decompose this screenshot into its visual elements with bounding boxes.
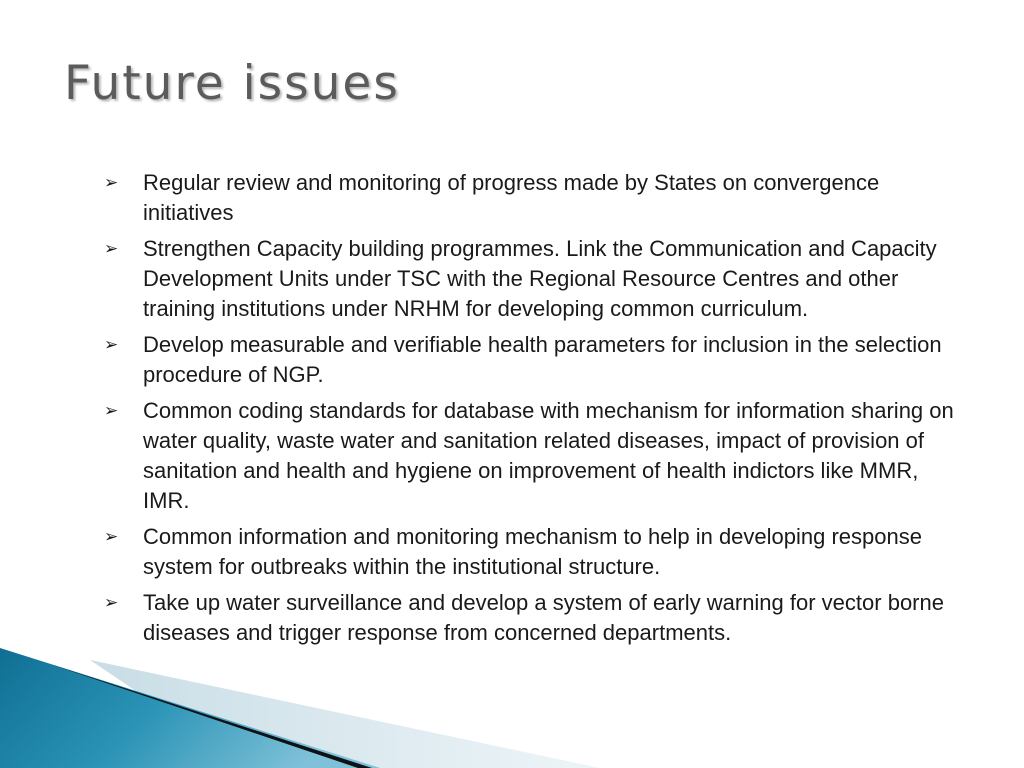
bullet-text: Strengthen Capacity building programmes. Link the Communication and Capacity Development Units under TSC with the Regional Resource Centres and other training institutions under NRHM for developing common curriculum. xyxy=(143,236,937,321)
bullet-item xyxy=(104,168,956,228)
bullet-list xyxy=(104,168,956,654)
bullet-text: Develop measurable and verifiable health parameters for inclusion in the selection procedure of NGP. xyxy=(143,332,942,387)
swoosh-dark-line xyxy=(50,664,372,768)
arrow-bullet-icon: ➢ xyxy=(104,335,119,355)
swoosh-light-band xyxy=(90,660,600,768)
bullet-item xyxy=(104,522,956,582)
arrow-bullet-icon: ➢ xyxy=(104,593,119,613)
slide-title: Future issues xyxy=(64,56,400,111)
bullet-text: Common coding standards for database with mechanism for information sharing on water quality, waste water and sanitation related diseases, impact of provision of sanitation and health and hygiene on improvement of health indictors like MMR, IMR. xyxy=(143,398,954,513)
bullet-text: Regular review and monitoring of progress made by States on convergence initiatives xyxy=(143,170,880,225)
bullet-item xyxy=(104,396,956,516)
arrow-bullet-icon: ➢ xyxy=(104,173,119,193)
arrow-bullet-icon: ➢ xyxy=(104,401,119,421)
bullet-item xyxy=(104,330,956,390)
swoosh-teal-band xyxy=(0,648,380,768)
bullet-text: Take up water surveillance and develop a system of early warning for vector borne diseases and trigger response from concerned departments. xyxy=(143,590,944,645)
arrow-bullet-icon: ➢ xyxy=(104,239,119,259)
bullet-item xyxy=(104,234,956,324)
arrow-bullet-icon: ➢ xyxy=(104,527,119,547)
bullet-text: Common information and monitoring mechanism to help in developing response system for outbreaks within the institutional structure. xyxy=(143,524,922,579)
bullet-item xyxy=(104,588,956,648)
